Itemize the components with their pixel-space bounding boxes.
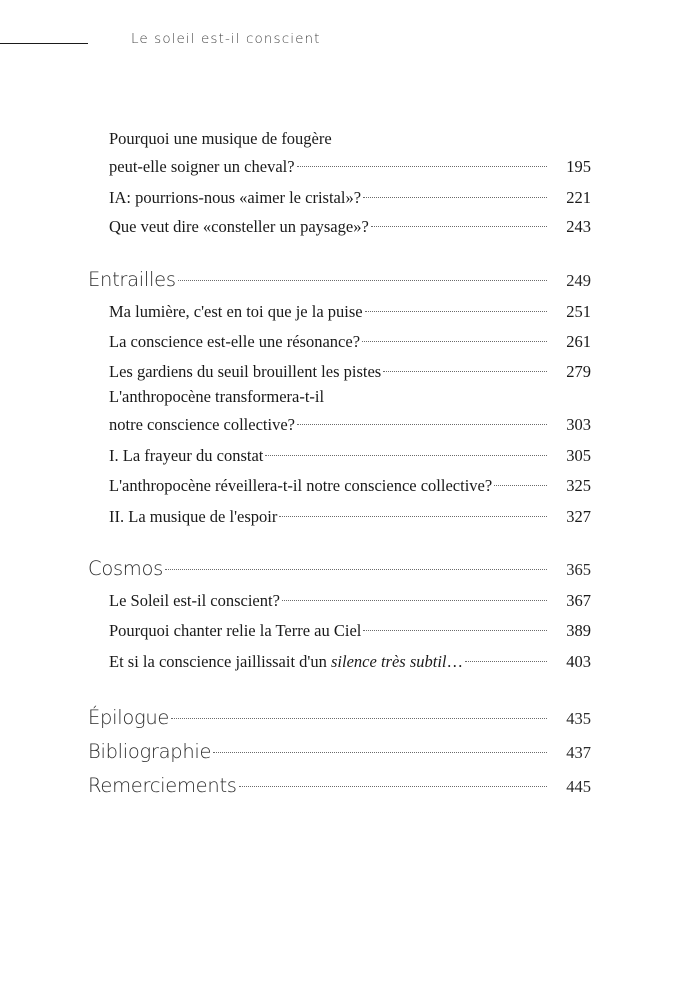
toc-entry-label: II. La musique de l'espoir [109, 507, 278, 526]
dot-leader [171, 700, 547, 724]
toc-entry [109, 614, 591, 642]
toc-entry [109, 386, 591, 436]
toc-section-entrailles [88, 262, 591, 293]
page-number: 445 [566, 777, 591, 796]
toc-entry [109, 645, 591, 673]
label-italic: silence très subtil [331, 652, 447, 671]
dot-leader [363, 614, 547, 636]
toc-entry-line1: L'anthropocène transformera-t-il [109, 387, 325, 406]
dot-leader [365, 295, 547, 317]
toc-section-remerciements [88, 768, 591, 799]
label-prefix: Et si la conscience jaillissait d'un [109, 652, 332, 671]
page-number: 437 [566, 743, 591, 762]
dot-leader [297, 408, 547, 430]
toc-entry-label: Ma lumière, c'est en toi que je la puise [109, 302, 363, 321]
toc-entry [109, 295, 591, 323]
toc-section-bibliographie [88, 734, 591, 765]
toc-entry-label: Le Soleil est-il conscient? [109, 591, 280, 610]
toc-entry-label: peut-elle soigner un cheval? [109, 157, 295, 176]
section-title: Épilogue [88, 706, 170, 729]
toc-entry [109, 181, 591, 209]
page-number: 403 [566, 652, 591, 671]
label-suffix: … [446, 652, 463, 671]
toc-entry-label: Que veut dire «consteller un paysage»? [109, 217, 369, 236]
page-number: 243 [566, 217, 591, 236]
header-rule [0, 43, 88, 44]
toc-entry [109, 584, 591, 612]
toc-entry [109, 210, 591, 238]
page-number: 325 [566, 476, 591, 495]
toc-entry-label: La conscience est-elle une résonance? [109, 332, 361, 351]
toc-entry-label: L'anthropocène réveillera-t-il notre conscience collective? [109, 476, 493, 495]
dot-leader [363, 181, 547, 203]
dot-leader [383, 355, 547, 377]
dot-leader [178, 262, 547, 286]
dot-leader [494, 469, 547, 491]
section-title: Bibliographie [88, 740, 212, 763]
page-number: 365 [566, 560, 591, 579]
dot-leader [362, 325, 547, 347]
dot-leader [371, 210, 547, 232]
dot-leader [165, 551, 547, 575]
toc-entry [109, 128, 591, 178]
toc-entry [109, 325, 591, 353]
dot-leader [265, 439, 547, 461]
page-number: 195 [566, 157, 591, 176]
toc-entry [109, 439, 591, 467]
running-head: Le soleil est-il conscient [131, 31, 321, 47]
section-title: Remerciements [88, 774, 237, 797]
dot-leader [297, 150, 547, 172]
page-number: 389 [566, 621, 591, 640]
toc-entry [109, 355, 591, 383]
page-number: 367 [566, 591, 591, 610]
page-number: 261 [566, 332, 591, 351]
page-number: 327 [566, 507, 591, 526]
dot-leader [213, 734, 547, 758]
toc-entry-label: Les gardiens du seuil brouillent les pistes [109, 362, 382, 381]
toc-entry-label: Pourquoi chanter relie la Terre au Ciel [109, 621, 362, 640]
toc-section-cosmos [88, 551, 591, 582]
page-number: 279 [566, 362, 591, 381]
page-number: 305 [566, 446, 591, 465]
dot-leader [465, 645, 547, 667]
toc-entry-label [109, 651, 463, 673]
toc-entry-label: I. La frayeur du constat [109, 446, 264, 465]
page-number: 435 [566, 709, 591, 728]
page-number: 303 [566, 415, 591, 434]
dot-leader [239, 768, 547, 792]
dot-leader [282, 584, 547, 606]
toc-entry [109, 500, 591, 528]
toc-entry [109, 469, 591, 497]
dot-leader [279, 500, 547, 522]
section-title: Cosmos [88, 557, 163, 580]
page-number: 249 [566, 271, 591, 290]
page-number: 221 [566, 188, 591, 207]
toc-entry-line1: Pourquoi une musique de fougère [109, 129, 332, 148]
toc-entry-label: IA: pourrions-nous «aimer le cristal»? [109, 188, 362, 207]
toc-section-epilogue [88, 700, 591, 731]
toc-entry-label: notre conscience collective? [109, 415, 295, 434]
page-number: 251 [566, 302, 591, 321]
section-title: Entrailles [88, 268, 176, 291]
